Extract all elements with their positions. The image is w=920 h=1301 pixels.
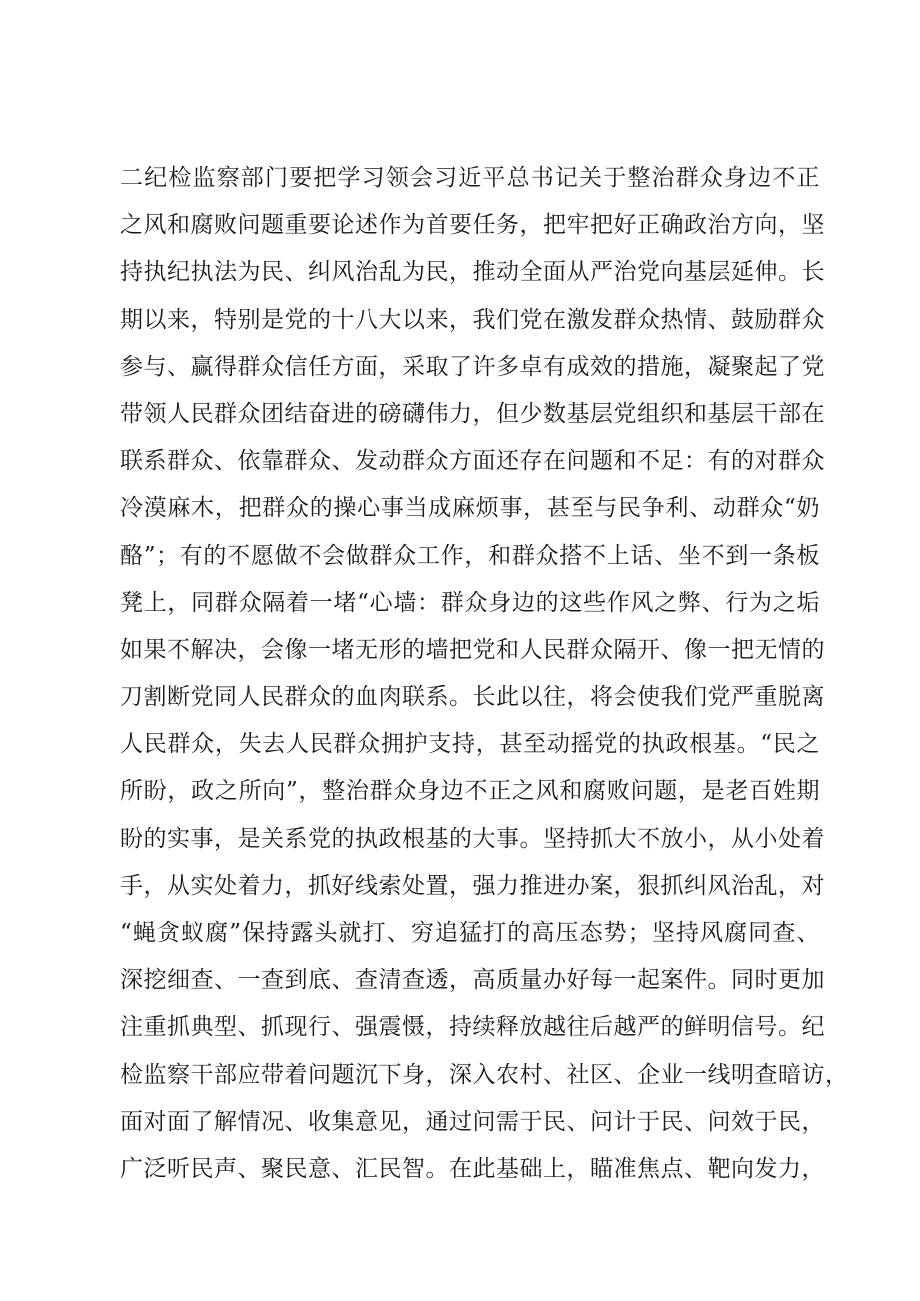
text-line: “蝇贪蚁腐”保持露头就打、穷追猛打的高压态势；坚持风腐同查、 [120,920,820,946]
text-line: 如果不解决，会像一堵无形的墙把党和人民群众隔开、像一把无情的 [120,636,825,663]
text-line: 所盼，政之所向”，整治群众身边不正之风和腐败问题，是老百姓期 [120,778,820,805]
text-line: 联系群众、依靠群众、发动群众方面还存在问题和不足：有的对群众 [120,448,825,475]
text-line: 深挖细查、一查到底、查清查透，高质量办好每一起案件。同时更加 [120,967,825,994]
text-line: 冷漠麻木，把群众的操心事当成麻烦事，甚至与民争利、动群众“奶 [120,495,820,522]
text-line: 手，从实处着力，抓好线索处置，强力推进办案，狠抓纠风治乱，对 [120,872,825,899]
text-line: 参与、赢得群众信任方面，采取了许多卓有成效的措施，凝聚起了党 [120,353,825,380]
text-line: 广泛听民声、聚民意、汇民智。在此基础上，瞄准焦点、靶向发力， [120,1155,825,1182]
text-line: 二纪检监察部门要把学习领会习近平总书记关于整治群众身边不正 [120,165,820,191]
text-line: 凳上，同群众隔着一堵“心墙：群众身边的这些作风之弊、行为之垢 [120,589,820,616]
text-line: 面对面了解情况、收集意见，通过问需于民、问计于民、问效于民， [120,1108,825,1135]
body-paragraph [120,155,849,1193]
text-line: 注重抓典型、抓现行、强震慑，持续释放越往后越严的鲜明信号。纪 [120,1014,825,1041]
text-line: 人民群众，失去人民群众拥护支持，甚至动摇党的执政根基。“民之 [120,731,820,758]
text-line: 盼的实事，是关系党的执政根基的大事。坚持抓大不放小，从小处着 [120,825,825,852]
text-line: 检监察干部应带着问题沉下身，深入农村、社区、企业一线明查暗访， [120,1061,849,1088]
text-line: 持执纪执法为民、纠风治乱为民，推动全面从严治党向基层延伸。长 [120,259,825,286]
text-line: 刀割断党同人民群众的血肉联系。长此以往，将会使我们党严重脱离 [120,684,825,711]
text-line: 期以来，特别是党的十八大以来，我们党在激发群众热情、鼓励群众 [120,306,825,333]
text-line: 酪”；有的不愿做不会做群众工作，和群众搭不上话、坐不到一条板 [120,542,820,569]
text-line: 之风和腐败问题重要论述作为首要任务，把牢把好正确政治方向，坚 [120,212,825,239]
text-line: 带领人民群众团结奋进的磅礴伟力，但少数基层党组织和基层干部在 [120,400,825,427]
